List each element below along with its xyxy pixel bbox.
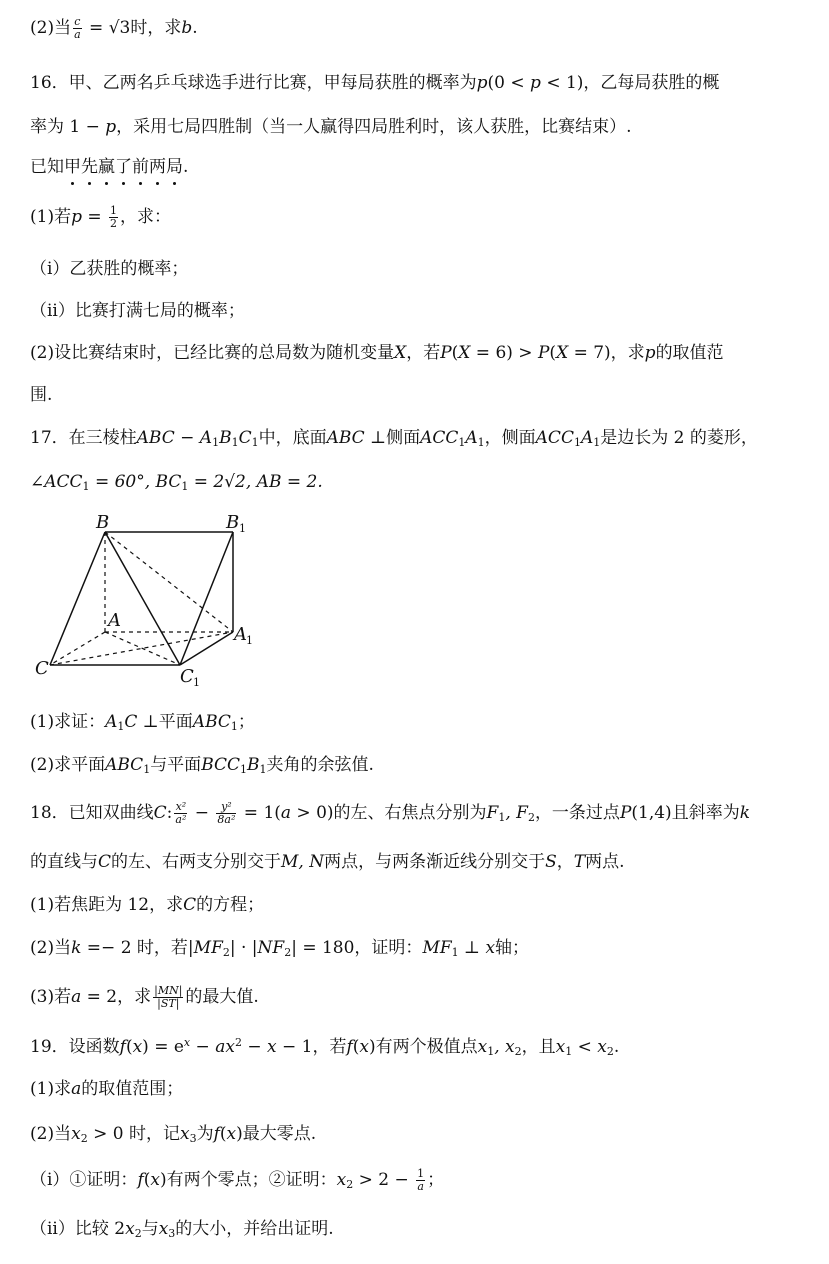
label-C1-sub: 1	[193, 676, 200, 689]
edge-B-C1	[105, 532, 180, 665]
q18-stem-line1: 18．已知双曲线C: $\frac{\text{x²}}{\text{a²}}$ − $\frac{\text{y²}}{\text{8a²}}$ = 1(a > 0)的左、右焦点分别为$F_1$, $F_2$，一条过点P(1,4)且斜率为k	[30, 800, 751, 826]
q18-part1: (1)若焦距为 12，求C的方程；	[30, 895, 265, 915]
label-C: C	[35, 658, 49, 679]
label-A: A	[108, 610, 121, 631]
q16-part2: (2)设比赛结束时，已经比赛的总局数为随机变量X，若P(X = 6) > P(X = 7)，求p的取值范	[30, 343, 724, 363]
q18-part2: (2)当k =− 2 时，若$|MF_2| \cdot |NF_2| = 180$，证明：$MF_1$ ⊥ x轴；	[30, 938, 530, 959]
label-B1: B	[226, 512, 240, 533]
edge-A-C1	[105, 632, 180, 665]
q19-part2: (2)当$x_2 > 0$ 时，记$x_3$为f(x)最大零点.	[30, 1124, 317, 1145]
edge-C1-B1	[180, 532, 233, 665]
q16-part1-ii: （ii）比赛打满七局的概率；	[30, 301, 245, 321]
q16-stem-line3: 已知甲先赢了前两局.	[30, 157, 189, 177]
edge-C1-A1	[180, 632, 233, 665]
q18-part3: (3)若a = 2，求 $\frac{|MN|}{|ST|}$ 的最大值.	[30, 984, 259, 1010]
label-B1-sub: 1	[239, 522, 246, 535]
q17-stem-line1: 17．在三棱柱ABC − $A_1B_1C_1$中，底面ABC ⊥侧面$ACC_1A_1$，侧面$ACC_1A_1$是边长为 2 的菱形，	[30, 428, 758, 449]
q16-part2-cont: 围.	[30, 385, 53, 405]
q16-stem-line1: 16．甲、乙两名乒乓球选手进行比赛，甲每局获胜的概率为p(0 < p < 1)，乙每局获胜的概	[30, 73, 720, 93]
q18-stem-line2: 的直线与C的左、右两支分别交于M, N两点，与两条渐近线分别交于S，T两点.	[30, 852, 625, 872]
q16-part1: (1)若p = $\frac{1}{2}$ ，求：	[30, 204, 172, 230]
q17-part1: (1)求证：$A_1C$ ⊥平面$ABC_1$；	[30, 712, 255, 733]
q19-part1: (1)求a的取值范围；	[30, 1079, 184, 1099]
label-B: B	[96, 512, 110, 533]
label-A1-sub: 1	[246, 634, 253, 647]
edge-C-B	[50, 532, 105, 665]
q17-stem-line2: $\angle ACC_1 = 60^\circ$, $BC_1 = 2√2$, AB = 2.	[30, 472, 323, 493]
label-A1: A	[234, 624, 247, 645]
q19-part2-i: （i）①证明：f(x)有两个零点；②证明：$x_2 > 2$ − $\frac{1}{a}$ ；	[30, 1167, 445, 1193]
q16-stem-line2: 率为 1 − p，采用七局四胜制（当一人赢得四局胜利时，该人获胜，比赛结束）.	[30, 117, 632, 137]
prism-figure	[30, 510, 270, 690]
q17-part2: (2)求平面$ABC_1$与平面$BCC_1B_1$夹角的余弦值.	[30, 755, 374, 776]
q16-part1-i: （i）乙获胜的概率；	[30, 259, 189, 279]
q19-stem: 19．设函数$f(x) = e^x - ax^2 - x - 1$，若f(x)有两个极值点$x_1$, $x_2$，且$x_1 < x_2$.	[30, 1036, 620, 1058]
label-C1: C	[180, 666, 194, 687]
q15-part2: (2)当 $\frac{c}{a}$ = √3时，求b.	[30, 15, 198, 41]
q19-part2-ii: （ii）比较 $2x_2$与$x_3$的大小，并给出证明.	[30, 1219, 334, 1240]
